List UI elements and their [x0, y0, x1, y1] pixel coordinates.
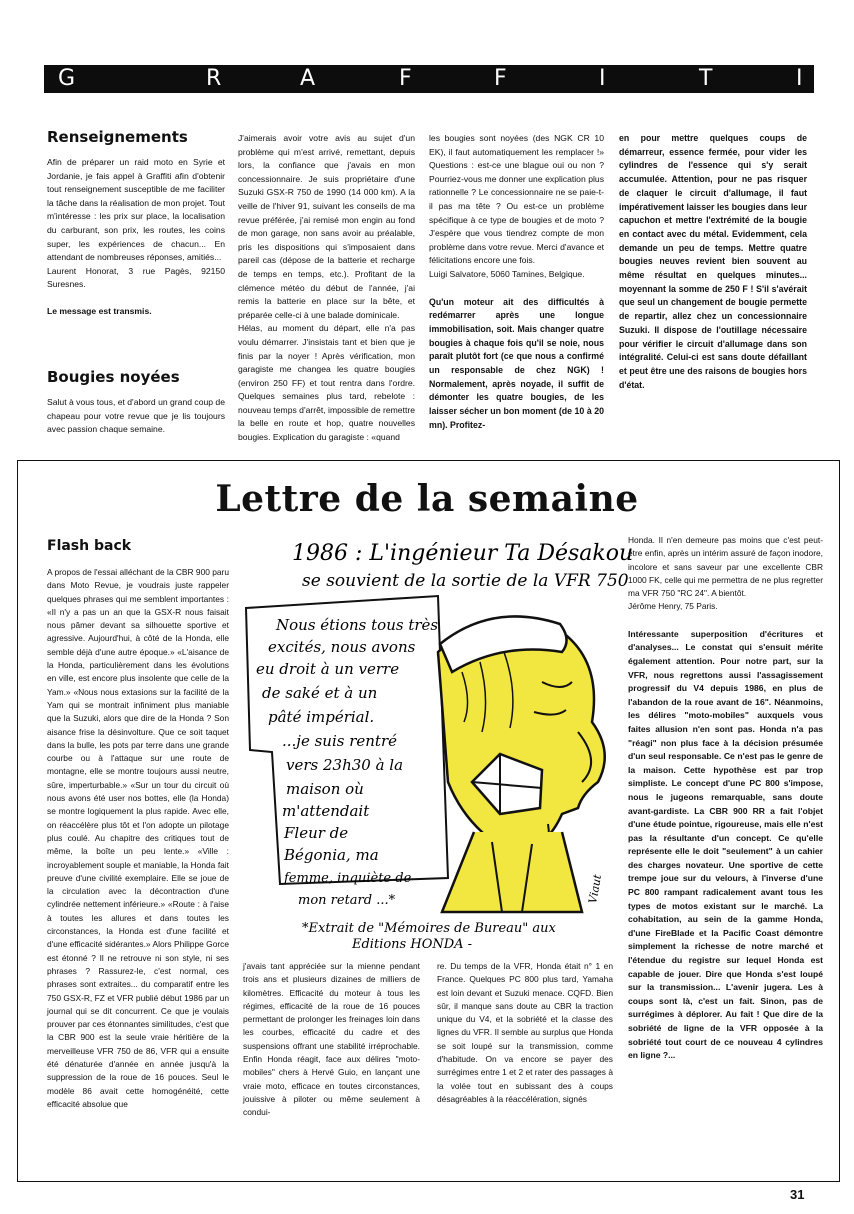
bubble-line: m'attendait: [282, 802, 370, 820]
bubble-line: ...je suis rentré: [282, 732, 398, 750]
bougies-col4-answer: en pour mettre quelques coups de démarreur, essence fermée, pour vider les cylindres de l'essence qui s'y serait accumulée. Attention, pour ne pas risquer de claquer le circuit d'allumage, il faut impérativement laisser les bougies dans leur capuchon et mettre l'extrémité de la bougie en contact avec du métal. Evidemment, cela demande un peu de temps. Mettre quatre bougies neuves revient bien souvent au même résultat en quelques minutes... moyennant la somme de 250 F ! S'il s'avérait que seul un changement de bougie permette de repartir, allez chez un concessionnaire Suzuki. Il dispose de l'outillage nécessaire pour vérifier le circuit d'allumage dans son intégralité. Celui-ci est sans doute défaillant et peut être une des raisons de bougies hors d'état.: [619, 133, 807, 390]
renseignements-column: [47, 156, 225, 319]
page-number: 31: [790, 1187, 805, 1202]
letter-col4: [628, 534, 823, 1063]
letter-col3-text: re. Du temps de la VFR, Honda était n° 1 en France. Quelques PC 800 plus tard, Yamaha est loin devant et Suzuki menace. CQFD. Bien sûr, il manque sans doute au CBR la traction unique du V4, et la sobriété et la classe des lignes du VFR. Il semble au surplus que Honda se soit loupé sur la transmission, comme d'habitude. On va encore se payer des surrégimes entre 1 et 2 et rater des passages à la volée tout en subissant des à coups désagréables à la réaccélération, signés: [437, 961, 613, 1104]
bubble-line: mon retard ...*: [298, 893, 396, 908]
bougies-intro: Salut à vous tous, et d'abord un grand coup de chapeau pour votre revue que je lis toujours avec passion chaque semaine.: [47, 397, 225, 435]
bubble-line: eu droit à un verre: [256, 660, 400, 678]
bubble-line: Bégonia, ma: [284, 846, 379, 864]
cartoon-caption-2: Editions HONDA -: [352, 937, 473, 952]
header-letter: T: [699, 66, 713, 91]
letter-col3: [437, 960, 613, 1106]
letter-col4-text: Honda. Il n'en demeure pas moins que c'est peut-être enfin, après un intérim assuré de façon inodore, incolore et sans saveur par une excellente CBR 1000 FK, celle qui me permettra de ne plus regretter ma VFR 750 "RC 24". A bientôt.: [628, 535, 823, 599]
header-letter: G: [58, 66, 76, 91]
header-letter: I: [599, 66, 606, 91]
header-letter: F: [494, 66, 507, 91]
bubble-line: pâté impérial.: [268, 708, 375, 726]
cartoon: [242, 532, 650, 952]
letter-col1: [47, 566, 229, 1111]
header-letter: A: [300, 66, 316, 91]
bubble-line: Fleur de: [284, 824, 349, 842]
cartoon-artist-signature: Viaut: [586, 873, 605, 905]
bubble-line: maison où: [286, 780, 364, 798]
bubble-line: femme, inquiète de: [284, 871, 412, 886]
bubble-line: de saké et à un: [262, 684, 378, 702]
bougies-col1: [47, 396, 225, 437]
letter-col2: [243, 960, 420, 1120]
renseignements-transmis: Le message est transmis.: [47, 305, 152, 316]
letter-col4-answer: Intéressante superposition d'écritures et d'analyses... Le constat qui s'ensuit mérite également attention. Pour notre part, sur la VFR, nous regrettons aussi l'assagissement progressif du V4 depuis 1986, en plus de l'abandon de la roue avant de 16". Néanmoins, les délires "moto-mobiles" auxquels vous faites allusion n'en sont pas. Honda n'a pas "réagi" non plus face à la décision présumée d'un seul responsable. Ce n'est pas le genre de la maison. Cette hypothèse est par trop simpliste. Le concept d'une PC 800 s'impose, nous le jugeons remarquable, sans doute avant-gardiste. La CBR 900 RR a fait l'objet d'une étude pointue, rigoureuse, mais elle n'est pas la résultante d'un concept. Ce qu'elle représente elle le doit "seulement" à un cahier des charges novateur. Une sportive de cette trempe joue sur du velours, à l'inverse d'une PC 800 rampant radicalement avant tous les types de motos existant sur le marché. La cohabitation, au sein de la gamme Honda, d'une FireBlade et la Pacific Coast démontre simplement la richesse de notre marché et l'étendue du registre sur lequel Honda est capable de jouer. Dire que Honda s'est loupé sur la transmission... L'avenir jugera. Les à coups sont là, c'est un fait. Sinon, pas de surrégimes à déplorer. Au fait ! Que dire de la sobriété de ligne de la VFR opposée à la sobriété tout court de ce nouveau 4 cylindres en ligne ?...: [628, 628, 823, 1061]
cartoon-subheadline: se souvient de la sortie de la VFR 750: [302, 571, 629, 591]
letter-col4-signature: Jérôme Henry, 75 Paris.: [628, 601, 718, 612]
renseignements-signature: Laurent Honorat, 3 rue Pagès, 92150 Suresnes.: [47, 265, 225, 290]
header-letter: I: [796, 66, 803, 91]
bougies-col2-p2: Hélas, au moment du départ, elle n'a pas voulu démarrer. J'insistais tant et bien que je finis par la noyer ! Après vérification, mon garagiste me changea les quatre bougies (environ 250 FF) et tout rentra dans l'ordre. Quelques semaines plus tard, rebelote : nouveau temps d'arrêt, impossible de remettre la belle en route et hop, quatre nouvelles bougies. Explication du garagiste : «quand: [238, 323, 415, 443]
bubble-line: Nous étions tous très: [276, 616, 439, 634]
renseignements-body: Afin de préparer un raid moto en Syrie et Jordanie, je fais appel à Graffiti afin d'obtenir tout renseignement susceptible de me faciliter la tâche dans la réalisation de mon projet. Tout m'intéresse : les prix sur place, la localisation du carburant, son prix, les routes, les coins super, les expériences de chacun... En attendant de nombreuses réponses, amitiés...: [47, 157, 225, 263]
cartoon-headline: 1986 : L'ingénieur Ta Désakou: [292, 541, 634, 566]
bougies-col3-answer: Qu'un moteur ait des difficultés à redémarrer après une longue immobilisation, soit. Mais changer quatre bougies à chaque fois qu'il se noie, nous paraît plutôt fort (ce que nous a confirmé un responsable de chez NGK) ! Normalement, après noyade, il suffit de démonter les quatre bougies, de les laisser sécher un bon moment (de 10 à 20 mn). Profitez-: [429, 296, 604, 430]
bougies-col3: [429, 132, 604, 433]
bougies-col2-p1: J'aimerais avoir votre avis au sujet d'un problème qui m'est arrivé, remettant, depuis lors, la confiance que j'avais en mon concessionnaire. Je suis propriétaire d'une Suzuki GSX-R 750 de 1990 (14 000 km). A la veille de l'hiver 91, suivant les conseils de ma revue préférée, j'ai remisé mon engin au fond de mon garage, non sans avoir au préalable, pris les dispositions qui s'imposaient dans pareil cas (dépose de la batterie et recharge de temps en temps, etc.). Profitant de la clémence météo du début de l'année, j'ai remis la batterie en place sur la bête, et préparée celle-ci à une balade dominicale.: [238, 133, 415, 320]
header-letter: R: [206, 66, 222, 91]
renseignements-heading: Renseignements: [47, 128, 188, 146]
letter-title: Lettre de la semaine: [215, 478, 639, 520]
engineer-figure: [438, 616, 605, 912]
letter-col1-text: A propos de l'essai alléchant de la CBR 900 paru dans Moto Revue, je voudrais juste rappeler quelques phrases qui me semblent importantes : «Il n'y a pas un an que la GSX-R nous faisait nous pâmer devant sa silhouette sportive et agressive. Aujourd'hui, à côté de la Honda, elle semble déjà d'une autre époque.» «L'aisance de la Honda, particulièrement dans les évolutions en ville, est encore plus insolente que celle de la Yam.» «Nous nous extasions sur la facilité de la Yam qui se montrait infiniment plus maniable que la Suzuki, alors que dire de la Honda ? Son aisance frise la désinvolture. Que ce soit taquet dans la bulle, les pots par terre dans une grande courbe ou à l'attaque sur une route de montagne, elle se montre toujours aussi neutre, sûre, imperturbable.» «Sur un tour du circuit où nous avons été user nos bottes, elle (la Honda) se montre logiquement la plus rapide. Avec elle, on réaccélère plus tôt et l'on adopte un pilotage plus coulé. Au chapitre des critiques tout de même, la boîte un peu lente.» «Ville : incroyablement souple et maniable, la Honda fait preuve d'une civilité exemplaire. Elle se joue de la circulation avec la décontraction d'une cylindrée nettement inférieure.» «Route : à l'aise à toutes les allures et dans toutes les circonstances, la Honda est d'une facilité et d'une efficacité sidérantes.» Alors Philippe Gorce est étonné ? Il ne retrouve ni son style, ni ses phrases ? Rassurez-le, c'est normal, ces phrases sont extraites... du comparatif entre les 750 GSX-R, FZ et VFR publié début 1986 par un journal qui se dit concurrent. Ce que je voulais prouver par ces étonnantes similitudes, c'est que la CBR 900 est la seule vraie héritière de la merveilleuse VFR 750 de 86, VFR qui a ensuite été dénaturée d'année en année jusqu'à la suppression de la roue de 16 pouces. Seul le modèle 86 avait cette homogénéité, cette efficacité absolue que: [47, 567, 229, 1109]
cartoon-caption: *Extrait de "Mémoires de Bureau" aux: [302, 921, 556, 936]
bougies-col4: [619, 132, 807, 392]
bubble-line: vers 23h30 à la: [286, 756, 404, 774]
section-header-band: [44, 65, 814, 93]
bougies-col3-p1: les bougies sont noyées (des NGK CR 10 EK), il faut automatiquement les remplacer !» Questions : est-ce une blague oui ou non ? Pourriez-vous me donner une explication plus rationnelle ? Le concessionnaire ne se paie-t-il pas ma tête ? Ou est-ce un problème spécifique à ce type de bougies et de moto ? J'espère que vous tiendrez compte de mon problème dans votre revue. Merci d'avance et félicitations encore une fois.: [429, 133, 604, 266]
bougies-heading: Bougies noyées: [47, 368, 180, 386]
cartoon-illustration: [242, 532, 650, 952]
bubble-line: excités, nous avons: [268, 638, 416, 656]
bougies-col3-signature: Luigi Salvatore, 5060 Tamines, Belgique.: [429, 268, 585, 279]
letter-col2-text: j'avais tant appréciée sur la mienne pendant trois ans et plusieurs dizaines de milliers de kilomètres. Efficacité du moteur à tous les régimes, efficacité de la roue de 16 pouces permettant de prolonger les freinages loin dans les courbes, efficacité du cadre et des suspensions offrant une stabilité irréprochable. Enfin Honda réagit, face aux délires "moto-mobiles" chers à Hervé Guio, en lançant une vraie moto, efficace en toutes circonstances, jouissive à piloter ou même seulement à condui-: [243, 961, 420, 1118]
flashback-heading: Flash back: [47, 538, 132, 554]
header-letter: F: [399, 66, 412, 91]
bougies-col2: [238, 132, 415, 445]
